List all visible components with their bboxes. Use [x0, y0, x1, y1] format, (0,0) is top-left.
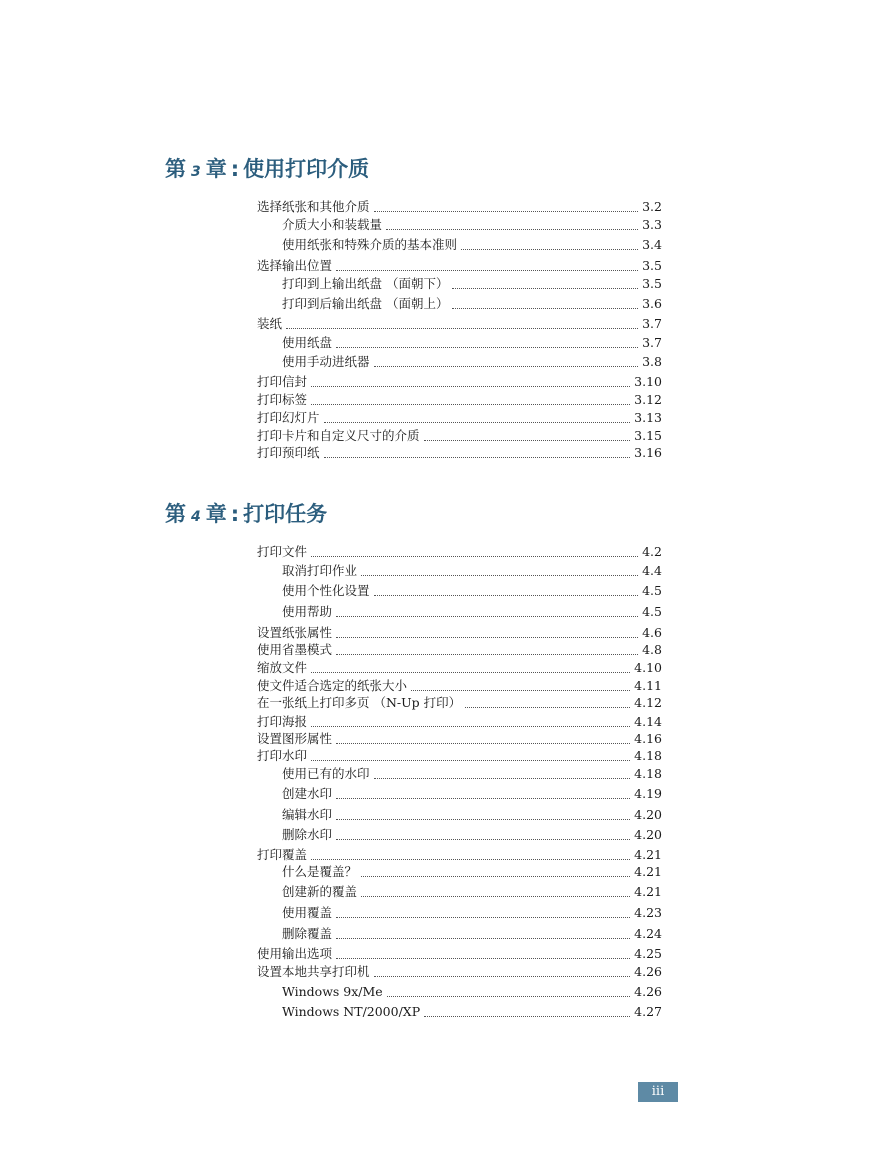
toc-entry[interactable]	[257, 624, 662, 642]
dot-leader	[336, 957, 630, 959]
toc-entry[interactable]	[257, 659, 662, 677]
toc-entry-page: 3.12	[634, 392, 662, 407]
toc-entry-title: 打印标签	[257, 392, 308, 407]
dot-leader	[465, 706, 630, 708]
toc-entry-title: 选择输出位置	[257, 258, 333, 273]
toc-entry[interactable]	[282, 1003, 662, 1021]
toc-entry-page: 3.5	[642, 258, 662, 273]
toc-entry-page: 3.13	[634, 410, 662, 425]
toc-entry-page: 4.4	[642, 563, 662, 578]
toc-entry-title: 打印水印	[257, 748, 308, 763]
toc-entry-page: 3.2	[642, 199, 662, 214]
dot-leader	[452, 307, 638, 309]
dot-leader	[387, 995, 630, 997]
toc-entry[interactable]	[282, 353, 662, 371]
toc-entry[interactable]	[257, 315, 662, 333]
toc-entry[interactable]	[257, 257, 662, 275]
toc-entry-page: 4.21	[634, 864, 662, 879]
toc-entry-page: 4.2	[642, 544, 662, 559]
toc-entry-title: 什么是覆盖？	[282, 864, 358, 879]
dot-leader	[336, 636, 638, 638]
toc-entry-title: 打印信封	[257, 374, 308, 389]
toc-entry[interactable]	[282, 236, 662, 254]
toc-entry-page: 4.21	[634, 847, 662, 862]
toc-entry[interactable]	[282, 806, 662, 824]
toc-entry-title: 使用已有的水印	[282, 766, 370, 781]
toc-entry-title: 选择纸张和其他介质	[257, 199, 370, 214]
toc-entry-page: 3.5	[642, 276, 662, 291]
toc-entry[interactable]	[257, 373, 662, 391]
dot-leader	[311, 671, 630, 673]
toc-entry[interactable]	[257, 730, 662, 748]
toc-entry[interactable]	[257, 409, 662, 427]
toc-entry-page: 4.6	[642, 625, 662, 640]
toc-entry-page: 3.8	[642, 354, 662, 369]
dot-leader	[361, 574, 638, 576]
toc-entry-title: Windows NT/2000/XP	[282, 1004, 421, 1019]
toc-entry[interactable]	[257, 427, 662, 445]
toc-entry-title: 删除覆盖	[282, 926, 333, 941]
dot-leader	[311, 725, 630, 727]
toc-entry[interactable]	[282, 826, 662, 844]
toc-entry-page: 3.4	[642, 237, 662, 252]
toc-entry-page: 3.6	[642, 296, 662, 311]
dot-leader	[311, 858, 630, 860]
toc-entry-title: 打印到上输出纸盘 （面朝下）	[282, 276, 449, 291]
dot-leader	[386, 228, 638, 230]
toc-entry[interactable]	[257, 543, 662, 561]
toc-entry[interactable]	[257, 641, 662, 659]
dot-leader	[286, 327, 638, 329]
toc-entry-title: 使用输出选项	[257, 946, 333, 961]
toc-entry[interactable]	[257, 444, 662, 462]
toc-entry[interactable]	[257, 945, 662, 963]
dot-leader	[336, 916, 630, 918]
toc-entry[interactable]	[282, 562, 662, 580]
toc-entry-page: 3.16	[634, 445, 662, 460]
dot-leader	[336, 818, 630, 820]
toc-entry-page: 4.5	[642, 604, 662, 619]
toc-entry-title: 编辑水印	[282, 807, 333, 822]
toc-entry-page: 4.11	[634, 678, 662, 693]
toc-entry-title: 介质大小和装载量	[282, 217, 383, 232]
dot-leader	[336, 269, 638, 271]
toc-entry[interactable]	[257, 846, 662, 864]
dot-leader	[311, 555, 638, 557]
chapter-3-heading: 第 3 章 : 使用打印介质	[165, 157, 370, 181]
toc-entry[interactable]	[257, 198, 662, 216]
toc-entry-page: 4.18	[634, 748, 662, 763]
toc-entry-page: 3.7	[642, 316, 662, 331]
toc-entry-title: 取消打印作业	[282, 563, 358, 578]
page-number-badge: iii	[638, 1082, 678, 1102]
toc-entry-page: 4.24	[634, 926, 662, 941]
toc-entry[interactable]	[257, 677, 662, 695]
toc-entry-page: 4.26	[634, 984, 662, 999]
dot-leader	[452, 287, 638, 289]
toc-entry-page: 4.19	[634, 786, 662, 801]
toc-entry-title: 打印卡片和自定义尺寸的介质	[257, 428, 420, 443]
dot-leader	[336, 797, 630, 799]
toc-entry-title: 使用个性化设置	[282, 583, 370, 598]
dot-leader	[461, 248, 638, 250]
toc-entry-title: 使用覆盖	[282, 905, 333, 920]
toc-entry-title: 删除水印	[282, 827, 333, 842]
toc-entry[interactable]	[257, 694, 662, 712]
toc-entry[interactable]	[282, 216, 662, 234]
dot-leader	[374, 975, 631, 977]
toc-entry-title: 使用纸张和特殊介质的基本准则	[282, 237, 458, 252]
toc-entry-page: 4.25	[634, 946, 662, 961]
toc-entry[interactable]	[282, 765, 662, 783]
dot-leader	[311, 759, 630, 761]
toc-entry-page: 4.8	[642, 642, 662, 657]
dot-leader	[361, 875, 630, 877]
chapter-4-heading: 第 4 章 : 打印任务	[165, 502, 328, 526]
toc-entry[interactable]	[257, 713, 662, 731]
toc-entry-title: 打印海报	[257, 714, 308, 729]
toc-entry-page: 4.12	[634, 695, 662, 710]
toc-entry[interactable]	[282, 785, 662, 803]
toc-entry-title: 打印覆盖	[257, 847, 308, 862]
toc-entry-page: 4.20	[634, 827, 662, 842]
toc-entry-title: 创建新的覆盖	[282, 884, 358, 899]
toc-entry-title: 设置图形属性	[257, 731, 333, 746]
toc-entry[interactable]	[282, 983, 662, 1001]
dot-leader	[311, 403, 630, 405]
toc-entry-title: 在一张纸上打印多页 （N-Up 打印）	[257, 695, 462, 710]
dot-leader	[374, 210, 639, 212]
toc-entry-page: 3.7	[642, 335, 662, 350]
toc-entry-title: 装纸	[257, 316, 283, 331]
dot-leader	[336, 615, 638, 617]
toc-entry-title: 缩放文件	[257, 660, 308, 675]
dot-leader	[336, 653, 638, 655]
toc-entry[interactable]	[282, 582, 662, 600]
toc-entry-page: 4.10	[634, 660, 662, 675]
toc-entry[interactable]	[257, 747, 662, 765]
toc-entry-page: 4.14	[634, 714, 662, 729]
toc-entry-page: 4.21	[634, 884, 662, 899]
dot-leader	[336, 742, 630, 744]
toc-entry-page: 4.27	[634, 1004, 662, 1019]
toc-entry[interactable]	[282, 334, 662, 352]
toc-entry-title: 设置本地共享打印机	[257, 964, 370, 979]
toc-entry[interactable]	[282, 863, 662, 881]
toc-entry-title: 使用帮助	[282, 604, 333, 619]
dot-leader	[361, 895, 630, 897]
toc-entry[interactable]	[257, 391, 662, 409]
toc-entry-page: 3.3	[642, 217, 662, 232]
toc-entry-title: 创建水印	[282, 786, 333, 801]
toc-entry-page: 4.18	[634, 766, 662, 781]
dot-leader	[424, 439, 631, 441]
toc-entry-title: 打印预印纸	[257, 445, 320, 460]
toc-entry-title: 打印文件	[257, 544, 308, 559]
toc-entry-page: 4.16	[634, 731, 662, 746]
toc-entry[interactable]	[282, 904, 662, 922]
dot-leader	[336, 346, 638, 348]
dot-leader	[374, 594, 639, 596]
toc-entry-title: 使用手动进纸器	[282, 354, 370, 369]
toc-entry[interactable]	[282, 275, 662, 293]
dot-leader	[324, 421, 631, 423]
dot-leader	[324, 456, 631, 458]
dot-leader	[374, 365, 639, 367]
toc-entry-page: 3.10	[634, 374, 662, 389]
toc-entry-page: 4.20	[634, 807, 662, 822]
toc-entry-page: 4.26	[634, 964, 662, 979]
toc-entry[interactable]	[282, 925, 662, 943]
toc-entry-title: Windows 9x/Me	[282, 984, 383, 999]
dot-leader	[311, 385, 630, 387]
toc-entry-title: 使用纸盘	[282, 335, 333, 350]
toc-entry-title: 设置纸张属性	[257, 625, 333, 640]
dot-leader	[411, 689, 630, 691]
dot-leader	[374, 777, 631, 779]
toc-entry-title: 打印到后输出纸盘 （面朝上）	[282, 296, 449, 311]
toc-entry[interactable]	[282, 883, 662, 901]
toc-entry-title: 使文件适合选定的纸张大小	[257, 678, 408, 693]
toc-entry-page: 4.23	[634, 905, 662, 920]
toc-entry-page: 3.15	[634, 428, 662, 443]
dot-leader	[336, 937, 630, 939]
toc-entry[interactable]	[282, 295, 662, 313]
toc-entry-title: 打印幻灯片	[257, 410, 320, 425]
toc-entry-page: 4.5	[642, 583, 662, 598]
dot-leader	[336, 838, 630, 840]
toc-entry[interactable]	[257, 963, 662, 981]
toc-entry-title: 使用省墨模式	[257, 642, 333, 657]
dot-leader	[424, 1015, 630, 1017]
toc-entry[interactable]	[282, 603, 662, 621]
